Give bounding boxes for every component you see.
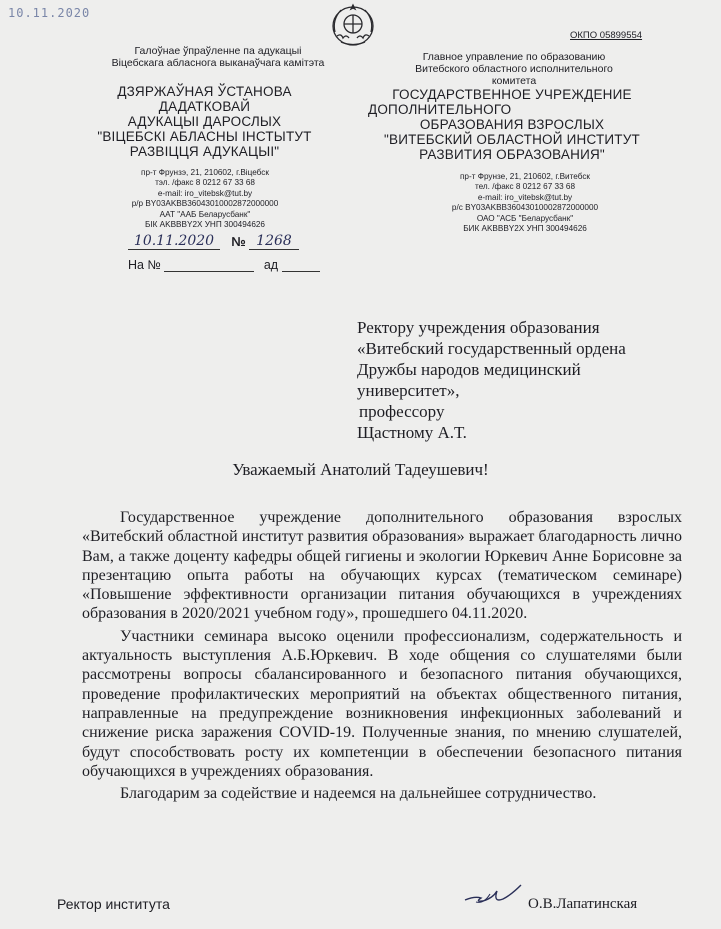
header-by-name-line4: "ВІЦЕБСКІ АБЛАСНЫ ІНСТЫТУТ xyxy=(97,129,312,144)
header-ru-parent xyxy=(378,51,650,87)
header-ru-parent-line3: комитета xyxy=(491,75,537,87)
addressee xyxy=(357,317,626,443)
header-ru-name-line3: ОБРАЗОВАНИЯ ВЗРОСЛЫХ xyxy=(419,117,605,132)
signature-scribble-icon xyxy=(462,880,524,908)
header-ru-req-line5: ОАО "АСБ "Беларусбанк" xyxy=(476,213,574,223)
addressee-line3: Дружбы народов медицинский xyxy=(357,360,581,379)
reply-number-blank xyxy=(164,259,254,272)
header-ru-name-line4: "ВИТЕБСКИЙ ОБЛАСТНОЙ ИНСТИТУТ xyxy=(384,132,640,147)
header-by-name-line2: ДАДАТКОВАЙ xyxy=(158,99,251,114)
header-ru-name-line1: ГОСУДАРСТВЕННОЕ УЧРЕЖДЕНИЕ xyxy=(392,87,632,102)
header-by-name xyxy=(62,84,347,159)
date-stamp: 10.11.2020 xyxy=(8,6,91,20)
paragraph-closing: Благодарим за содействие и надеемся на дальнейшее сотрудничество. xyxy=(120,785,597,803)
header-ru-req-line6: БИК AKBBBY2X УНП 300494626 xyxy=(463,224,587,234)
outgoing-number-label: № xyxy=(231,234,246,249)
header-by-name-line1: ДЗЯРЖАЎНАЯ ЎСТАНОВА xyxy=(117,84,292,99)
header-ru-parent-line2: Витебского областного исполнительного xyxy=(415,63,613,75)
header-by-req-line6: БІК AKBBBY2X УНП 300494626 xyxy=(144,220,265,230)
header-ru-req-line2: тел. /факс 8 0212 67 33 68 xyxy=(474,182,576,192)
header-by-req-line5: ААТ "ААБ Беларусбанк" xyxy=(159,209,251,219)
addressee-line5: профессору xyxy=(359,402,445,421)
header-by-name-line3: АДУКАЦЫІ ДАРОСЛЫХ xyxy=(127,114,282,129)
addressee-line2: «Витебский государственный ордена xyxy=(357,339,626,358)
header-by-parent-line1: Галоўнае ўпраўленне па адукацыі xyxy=(134,45,302,57)
okpo-code: ОКПО 05899554 xyxy=(570,30,643,41)
header-by-req-line3: e-mail: iro_vitebsk@tut.by xyxy=(157,188,253,198)
signature-name: О.В.Лапатинская xyxy=(528,896,638,912)
header-ru-req-line1: пр-т Фрунзе, 21, 210602, г.Витебск xyxy=(459,172,591,181)
header-by-name-line5: РАЗВІЦЦЯ АДУКАЦЫІ" xyxy=(129,144,280,159)
outgoing-number: 1268 xyxy=(249,233,299,250)
paragraph-seminar: Участники семинара высоко оценили профессионализм, содержательность и актуальность выступления А.Б.Юркевич. В ходе общения со слушателями были рассмотрены вопросы сбалансированного и безопасного питания обучающихся, проведение профилактических мероприятий на объектах общественного питания, направленные на предупреждение возникновения инфекционных заболеваний и снижение риска заражения COVID-19. Полученные знания, по мнению слушателей, будут способствовать росту их компетенции в обеспечении безопасного питания обучающихся в учреждениях образования. xyxy=(82,627,682,780)
letter-body xyxy=(82,508,682,803)
greeting: Уважаемый Анатолий Тадеушевич! xyxy=(232,460,489,479)
header-by-req-line1: пр-т Фрунзэ, 21, 210602, г.Віцебск xyxy=(141,168,269,177)
signature-position: Ректор института xyxy=(57,896,170,912)
header-by-requisites xyxy=(100,168,310,230)
outgoing-row xyxy=(128,233,299,250)
header-by-parent-line2: Віцебскага абласнога выканаўчага камітэта xyxy=(111,57,325,69)
header-by-req-line2: тэл. /факс 8 0212 67 33 68 xyxy=(155,178,255,188)
reply-from-label: ад xyxy=(263,258,279,272)
reply-row xyxy=(128,258,320,272)
header-ru-name xyxy=(362,87,662,162)
reply-date-blank xyxy=(282,259,320,272)
outgoing-date: 10.11.2020 xyxy=(128,233,220,250)
header-by-parent xyxy=(78,45,358,69)
header-ru-name-line5: РАЗВИТИЯ ОБРАЗОВАНИЯ" xyxy=(419,147,605,162)
header-ru-req-line3: e-mail: iro_vitebsk@tut.by xyxy=(477,192,573,202)
addressee-line4: университет», xyxy=(357,381,460,400)
emblem-icon xyxy=(329,2,377,48)
header-ru-parent-line1: Главное управление по образованию xyxy=(422,51,606,63)
header-ru-name-line2: ДОПОЛНИТЕЛЬНОГО xyxy=(368,102,512,117)
paragraph-gratitude: Государственное учреждение дополнительного образования взрослых «Витебский областной институт развития образования» выражает благодарность лично Вам, а также доценту кафедры общей гигиены и экологии Юркевич Анне Борисовне за презентацию опыта работы на обучающих курсах (тематическом семинаре) «Повышение эффективности организации питания обучающихся в учреждениях образования в 2020/2021 учебном году», прошедшего 04.11.2020. xyxy=(82,509,682,623)
addressee-line6: Щастному А.Т. xyxy=(357,423,467,442)
header-by-req-line4: р/р BY03AKBB36043010002872000000 xyxy=(131,199,279,209)
reply-number-label: На № xyxy=(128,258,161,272)
header-ru-requisites xyxy=(415,172,635,234)
addressee-line1: Ректору учреждения образования xyxy=(357,318,600,337)
header-ru-req-line4: р/с BY03AKBB36043010002872000000 xyxy=(451,203,599,213)
